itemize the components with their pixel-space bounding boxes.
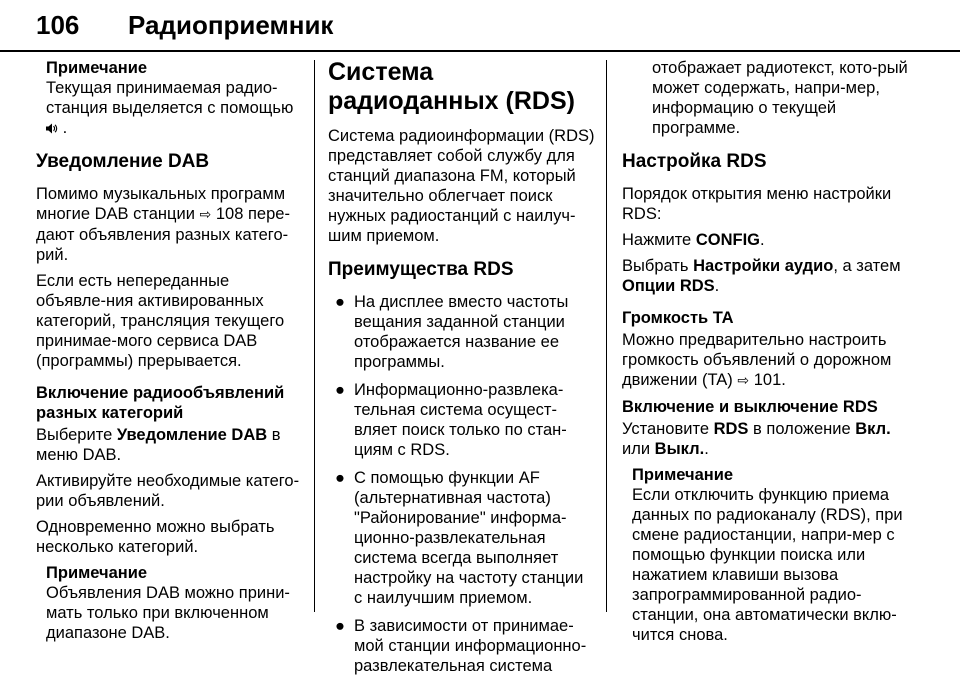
paragraph: Можно предварительно настроить громкость объявлений о дорожном движении (TA) ⇨ 101. <box>622 331 892 389</box>
list-item <box>328 468 596 608</box>
paragraph: Нажмите CONFIG. <box>622 231 765 249</box>
page-ref-link[interactable]: 108 <box>215 205 244 223</box>
note-box <box>36 58 302 138</box>
text: Выбрать <box>622 257 689 275</box>
note-title: Примечание <box>632 466 734 484</box>
subsection-heading: Громкость TA <box>622 309 734 327</box>
page-title: Радиоприемник <box>128 10 334 40</box>
paragraph: Выбрать Настройки аудио, а затем Опции RDS. <box>622 257 901 295</box>
text: Выберите <box>36 426 113 444</box>
text: в меню DAB. <box>36 426 281 464</box>
text: в положение <box>753 420 851 438</box>
note-box <box>36 563 302 643</box>
paragraph <box>36 425 302 465</box>
note-box <box>622 465 922 645</box>
paragraph: Порядок открытия меню настройки RDS: <box>622 185 892 223</box>
text: Нажмите <box>622 231 692 249</box>
bullet-list <box>328 292 596 676</box>
paragraph: Если есть непереданные объявле-ния активированных категорий, трансляция текущего принимае-мого сервиса DAB (программы) прерывается. <box>36 272 285 370</box>
list-item <box>328 380 596 460</box>
paragraph: Установите RDS в положение Вкл. или Выкл.. <box>622 420 891 458</box>
section-heading: Настройка RDS <box>622 151 767 172</box>
header-rule <box>0 50 960 52</box>
list-item-text: Информационно-развлека-тельная система осущест-вляет поиск только по стан-циям с RDS. <box>354 381 567 459</box>
menu-term: Уведомление DAB <box>116 426 268 444</box>
list-item <box>328 616 596 676</box>
text: Можно предварительно настроить громкость объявлений о дорожном движении (TA) <box>622 331 892 389</box>
text: , а затем <box>833 257 901 275</box>
text: Помимо музыкальных программ многие DAB станции <box>36 185 286 223</box>
paragraph: Система радиоинформации (RDS) представляет собой службу для станций диапазона FM, который значительно облегчает поиск нужных радиостанций с наилуч-шим приемом. <box>328 127 595 245</box>
page-ref-link[interactable]: 101 <box>753 371 782 389</box>
menu-term: Опции RDS <box>622 277 715 295</box>
bullet-icon: ● <box>335 469 345 487</box>
speaker-icon <box>46 119 63 137</box>
bullet-icon: ● <box>335 381 345 399</box>
arrow-ref-icon: ⇨ <box>199 207 212 223</box>
continued-text: отображает радиотекст, кото-рый может содержать, напри-мер, информацию о текущей программе. <box>652 59 908 137</box>
column-1 <box>36 58 302 643</box>
text: пере-дают объявления разных катего-рий. <box>36 205 290 264</box>
note-text: Объявления DAB можно прини-мать только при включенном диапазоне DAB. <box>46 584 290 642</box>
note-text: Если отключить функцию приема данных по радиоканалу (RDS), при смене радиостанции, напри-мер с помощью функции поиска или нажатием клавиши вызова запрограммированной радио-станции, она автоматически вклю-чится снова. <box>632 486 903 644</box>
section-heading: Уведомление DAB <box>36 151 210 172</box>
button-term: CONFIG <box>695 231 761 249</box>
text: Установите <box>622 420 709 438</box>
chapter-heading: Система радиоданных (RDS) <box>328 58 575 115</box>
note-text-content: Текущая принимаемая радио-станция выделяется с помощью <box>46 79 294 117</box>
column-divider <box>606 60 607 612</box>
menu-term: RDS <box>713 420 749 438</box>
bullet-icon: ● <box>335 617 345 635</box>
list-item-text: С помощью функции AF (альтернативная частота) "Районирование" информа-ционно-развлекательная система всегда выполняет настройку на частоту станции с наилучшим приемом. <box>354 469 584 607</box>
list-item-text: В зависимости от принимае-мой станции информационно-развлекательная система <box>354 617 587 675</box>
page-number: 106 <box>36 10 80 40</box>
section-heading: Преимущества RDS <box>328 259 514 280</box>
subsection-heading: Включение радиообъявлений разных категорий <box>36 384 285 422</box>
menu-term: Вкл. <box>855 420 891 438</box>
paragraph: Одновременно можно выбрать несколько категорий. <box>36 518 275 556</box>
page-header <box>0 0 960 46</box>
menu-term: Выкл. <box>654 440 705 458</box>
bullet-icon: ● <box>335 293 345 311</box>
note-title: Примечание <box>46 59 148 77</box>
menu-term: Настройки аудио <box>693 257 834 275</box>
paragraph: Активируйте необходимые катего-рии объявлений. <box>36 472 300 510</box>
subsection-heading: Включение и выключение RDS <box>622 398 878 416</box>
paragraph <box>36 184 302 265</box>
column-3 <box>622 58 922 645</box>
list-item <box>328 292 596 372</box>
column-divider <box>314 60 315 612</box>
text: или <box>622 440 651 458</box>
list-item-text: На дисплее вместо частоты вещания заданной станции отображается название ее программы. <box>354 293 569 371</box>
note-title: Примечание <box>46 564 148 582</box>
note-text: Текущая принимаемая радио-станция выделяется с помощью . <box>46 79 294 137</box>
column-2 <box>328 58 596 684</box>
arrow-ref-icon: ⇨ <box>737 373 750 389</box>
